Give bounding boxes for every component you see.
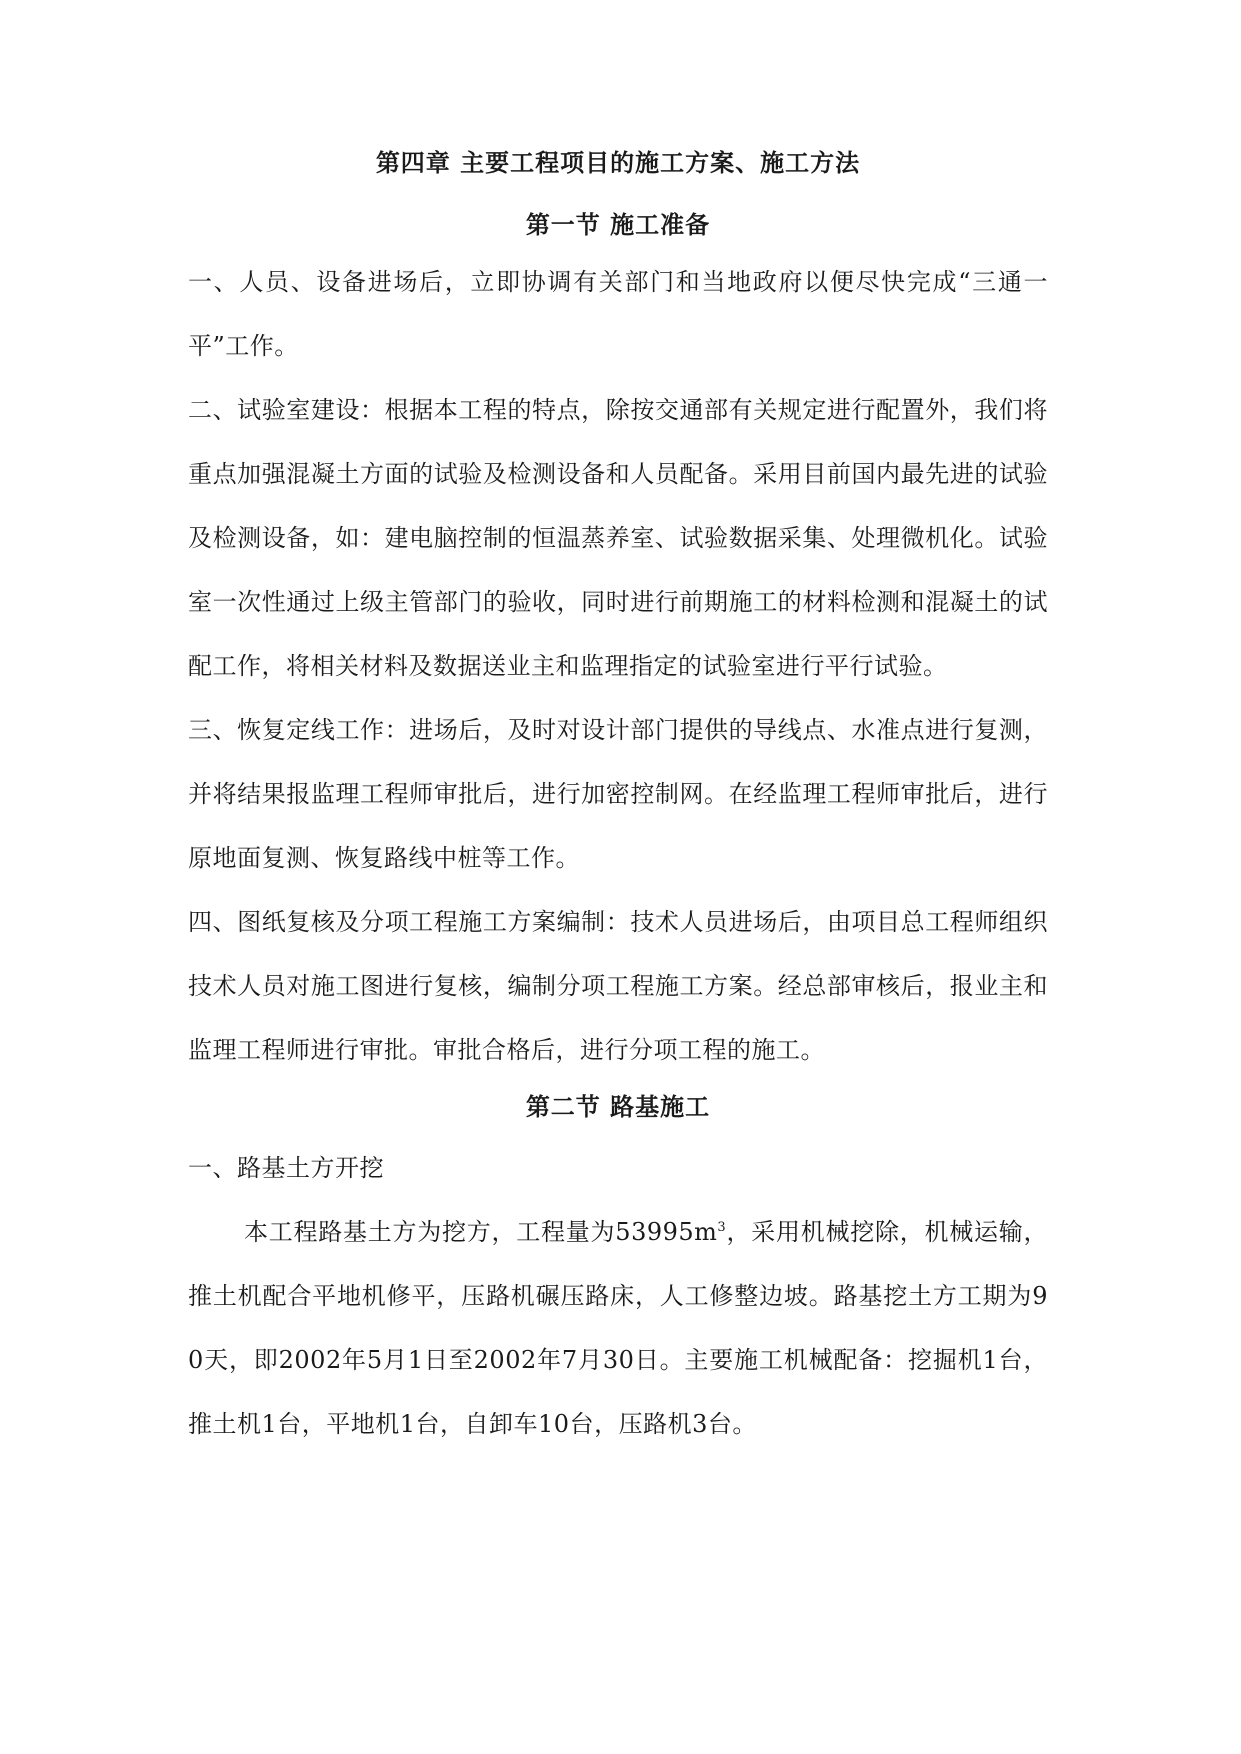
paragraph-earthwork-body [188,1200,1048,1456]
paragraph-drawing-review: 四、图纸复核及分项工程施工方案编制：技术人员进场后，由项目总工程师组织技术人员对施工图进行复核，编制分项工程施工方案。经总部审核后，报业主和监理工程师进行审批。审批合格后，进行分项工程的施工。 [188,908,1048,1064]
paragraph-laboratory: 二、试验室建设：根据本工程的特点，除按交通部有关规定进行配置外，我们将重点加强混凝土方面的试验及检测设备和人员配备。采用目前国内最先进的试验及检测设备，如：建电脑控制的恒温蒸养室、试验数据采集、处理微机化。试验室一次性通过上级主管部门的验收，同时进行前期施工的材料检测和混凝土的试配工作，将相关材料及数据送业主和监理指定的试验室进行平行试验。 [188,396,1048,680]
document-page [188,148,1048,1456]
earthwork-text-prefix: 本工程路基土方为挖方，工程量为53995m [244,1218,718,1246]
earthwork-text-suffix: ，采用机械挖除，机械运输，推土机配合平地机修平，压路机碾压路床，人工修整边坡。路基挖土方工期为90天，即2002年5月1日至2002年7月30日。主要施工机械配备：挖掘机1台，推土机1台，平地机1台，自卸车10台，压路机3台。 [188,1218,1049,1438]
section-title-roadbed: 第二节 路基施工 [525,1092,711,1121]
subheading-earthwork: 一、路基土方开挖 [188,1154,384,1182]
unit-superscript: 3 [717,1220,727,1235]
paragraph-route-restoration: 三、恢复定线工作：进场后，及时对设计部门提供的导线点、水准点进行复测，并将结果报监理工程师审批后，进行加密控制网。在经监理工程师审批后，进行原地面复测、恢复路线中桩等工作。 [188,716,1048,872]
paragraph-personnel: 一、人员、设备进场后，立即协调有关部门和当地政府以便尽快完成“三通一平”工作。 [188,268,1048,360]
section-title-preparation: 第一节 施工准备 [525,210,711,239]
chapter-title: 第四章 主要工程项目的施工方案、施工方法 [375,148,861,177]
